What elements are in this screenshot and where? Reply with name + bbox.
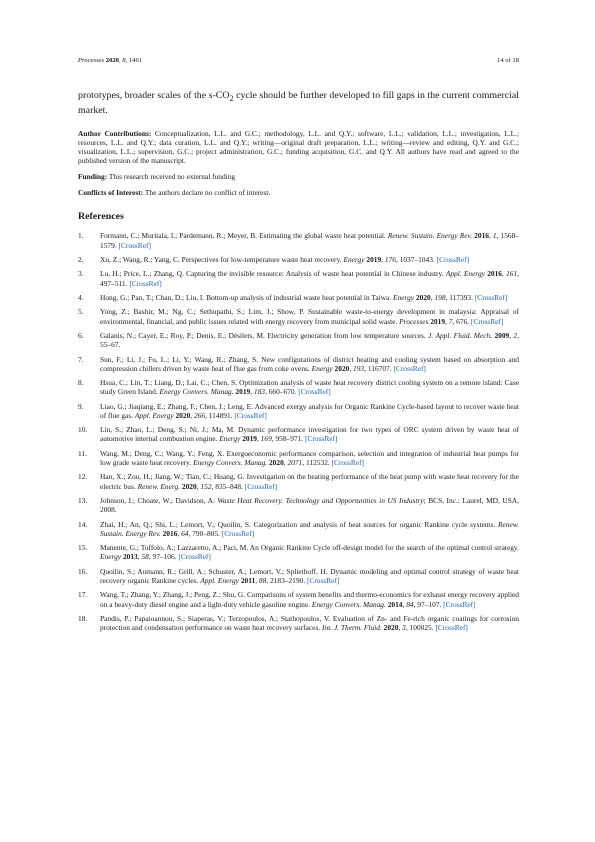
article-number: 1461: [128, 57, 143, 64]
reference-number: 8.: [78, 378, 84, 388]
conflicts-statement: [78, 188, 519, 197]
reference-pages: 1037–1043.: [399, 254, 435, 264]
reference-journal: Renew. Sustain. Energy Rev.: [100, 519, 519, 538]
reference-authors-title: Liao, G.; Jiaqiang, E.; Zhang, F.; Chen, J.; Leng, E. Advanced exergy analysis for Organic Rankine Cycle-based layout to recover waste heat of flue gas.: [100, 401, 519, 420]
reference-item: 2. Xu, Z.; Wang, R.; Yang, C. Perspectives for low-temperature waste heat recovery. Energy 2019, 176, 1037–1043. [CrossRef]: [78, 254, 470, 264]
reference-pages: 114891.: [208, 410, 233, 420]
reference-journal: Energy Convers. Manag.: [193, 458, 268, 468]
reference-number: 11.: [78, 448, 87, 458]
page-number: 14 of 18: [497, 57, 519, 64]
reference-journal: Energy: [219, 434, 241, 444]
reference-volume: 2: [513, 330, 518, 340]
reference-pages: 790–805.: [192, 528, 220, 538]
reference-pages: 100025.: [409, 623, 434, 633]
reference-pages: 2183–2190.: [269, 576, 306, 586]
reference-item: 14. Zhai, H.; An, Q.; Shi, L.; Lemort, V.; Quoilin, S. Categorization and analysis of heat sources for organic Rankine cycle systems. Renew. Sustain. Energy Rev. 2016, 64, 790–805. [CrossRef]: [78, 519, 519, 538]
reference-authors-title: Hong, G.; Pan, T.; Chan, D.; Liu, I. Bottom-up analysis of industrial waste heat potential in Taiwa.: [100, 292, 394, 302]
reference-year: 2020: [268, 458, 284, 468]
journal-year: 2020: [105, 57, 119, 64]
funding-statement: [78, 172, 519, 181]
reference-item: [78, 496, 519, 514]
crossref-link[interactable]: [CrossRef]: [234, 410, 267, 420]
references-heading: References: [78, 211, 124, 223]
reference-authors-title: Hsua, C.; Lin, T.; Liang, D.; Lai, C.; Chen, S. Optimization analysis of waste heat recovery district cooling system on a remote island: Case study Green Island.: [100, 378, 519, 397]
reference-pages: 676.: [456, 316, 470, 326]
journal-volume: 8: [122, 57, 126, 64]
lead-text-after: cycle should be further developed to fill gaps in the current commercial market.: [78, 90, 519, 117]
crossref-link[interactable]: [CrossRef]: [129, 278, 162, 288]
reference-journal: Int. J. Therm. Fluid.: [322, 623, 382, 633]
reference-journal: Energy: [311, 363, 333, 373]
lead-subscript: 2: [229, 93, 234, 103]
reference-list: [78, 231, 519, 632]
reference-item: 16. Quoilin, S.; Aumann, R.; Grill, A.; Schuster, A.; Lemort, V.; Spliethoff, H. Dynamic modeling and optimal control strategy of waste heat recovery organic Rankine cycles. Appl. Energy 2011, 88, 2183–2190. [CrossRef]: [78, 566, 519, 586]
reference-pages: 117393.: [449, 292, 473, 302]
author-contributions-text: Conceptualization, L.L. and G.C.; methodology, L.L. and Q.Y.; software, L.L.; validation, L.L.; investigation, L.L.; resources, L.L. and Q.Y.; data curation, L.L. and Q.Y.; writing—original draft preparation, L.L.; writing—review and editing, Q.Y. and G.C.; visualization, L.L.; supervision, G.C.; project administration, G.C.; funding acquisition, G.C. and Q.Y. All authors have read and agreed to the published version of the manuscript.: [78, 128, 519, 166]
crossref-link[interactable]: [CrossRef]: [470, 316, 504, 326]
reference-authors-title: Quoilin, S.; Aumann, R.; Grill, A.; Schuster, A.; Lemort, V.; Spliethoff, H. Dynamic modeling and optimal control strategy of waste heat recovery organic Rankine cycles.: [100, 566, 519, 586]
conflicts-label: Conflicts of Interest:: [78, 188, 144, 198]
reference-pages: 97–107.: [417, 599, 442, 609]
reference-journal: Appl. Energy: [445, 269, 485, 279]
reference-journal: Renew. Sustain. Energy Rev.: [387, 231, 473, 241]
reference-pages: 112532.: [305, 458, 330, 468]
reference-authors-title: Sun, F.; Li, J.; Fu, L.; Li, Y.; Wang, R.; Zhang, S. New configurations of district heating and cooling system based on absorption and compression chillers driven by waste heat of flue gas from coke ovens.: [100, 354, 519, 373]
crossref-link[interactable]: [CrossRef]: [118, 240, 151, 250]
page-header: [78, 57, 519, 65]
crossref-link[interactable]: [CrossRef]: [306, 576, 340, 586]
reference-journal: Energy: [343, 254, 365, 264]
reference-year: 2013: [122, 552, 138, 562]
reference-pages: 55–67.: [100, 340, 121, 350]
reference-number: 6.: [78, 330, 84, 340]
reference-year: 2019: [235, 387, 251, 397]
reference-pages: 1568–1579.: [100, 231, 519, 250]
reference-volume: 183: [253, 387, 265, 397]
reference-journal: Processes: [399, 316, 429, 326]
reference-item: 3. Lu, H.; Price, L.; Zhang, Q. Capturing the invisible resource: Analysis of waste heat potential in Chinese industry. Appl. Energy 2016, 161, 497–511. [CrossRef]: [78, 269, 520, 288]
reference-authors-title: Xu, Z.; Wang, R.; Yang, C. Perspectives for low-temperature waste heat recovery.: [100, 254, 344, 264]
reference-authors-title: Han, X.; Zou, H.; Jiang, W.; Tian, C.; Huang, G. Investigation on the heating performance of the heat pump with waste heat recovery for the electric bus.: [100, 472, 519, 491]
page-content: [78, 90, 519, 638]
crossref-link[interactable]: [CrossRef]: [474, 292, 508, 302]
crossref-link[interactable]: [CrossRef]: [331, 458, 364, 468]
reference-year: 2009: [494, 330, 510, 340]
reference-authors-title: Wang, T.; Zhang, Y.; Zhang, J.; Peng, Z.; Shu, G. Comparisons of system benefits and thermo-economics for exhaust energy recovery applied on a heavy-duty diesel engine and a light-duty vehicle gasoline engine.: [100, 590, 519, 609]
reference-number: 17.: [78, 590, 88, 600]
reference-authors-title: Pandis, P.; Papaioannou, S.; Siaperas, V.; Terzopoulos, A.; Stathopoulos, V. Evaluation of Zn- and Fe-rich organic coatings for corrosion protection and condensation performance on waste heat recovery surfaces.: [100, 614, 519, 633]
reference-year: 2019: [430, 316, 446, 326]
crossref-link[interactable]: [CrossRef]: [443, 599, 476, 609]
reference-year: 2020: [415, 292, 431, 302]
reference-item: 5. Yong, Z.; Bashir, M.; Ng, C.; Sethupathi, S.; Lim, J.; Show, P. Sustainable waste-to-energy development in malaysia: Appraisal of environmental, financial, and public issues related with energy recovery from municipal solid waste. Processes 2019, 7, 676. [CrossRef]: [78, 307, 519, 326]
reference-volume: 7: [448, 316, 453, 326]
journal-citation: Processes 2020, 8, 1461: [78, 57, 143, 64]
reference-item: 7. Sun, F.; Li, J.; Fu, L.; Li, Y.; Wang, R.; Zhang, S. New configurations of district heating and cooling system based on absorption and compression chillers driven by waste heat of flue gas from coke ovens. Energy 2020, 193, 116707. [CrossRef]: [78, 354, 519, 373]
reference-item: 17. Wang, T.; Zhang, Y.; Zhang, J.; Peng, Z.; Shu, G. Comparisons of system benefits and thermo-economics for exhaust energy recovery applied on a heavy-duty diesel engine and a light-duty vehicle gasoline engine. Energy Convers. Manag. 2014, 84, 97–107. [CrossRef]: [78, 590, 519, 609]
reference-number: 2.: [78, 254, 84, 264]
reference-year: 2020: [175, 410, 191, 420]
reference-item: 18. Pandis, P.; Papaioannou, S.; Siaperas, V.; Terzopoulos, A.; Stathopoulos, V. Evaluation of Zn- and Fe-rich organic coatings for corrosion protection and condensation performance on waste heat recovery surfaces. Int. J. Therm. Fluid. 2020, 3, 100025. [CrossRef]: [78, 614, 519, 633]
reference-number: 14.: [78, 519, 88, 529]
reference-authors-title: Zhai, H.; An, Q.; Shi, L.; Lemort, V.; Quoilin, S. Categorization and analysis of heat sources for organic Rankine cycle systems.: [100, 519, 498, 529]
reference-year: 2016: [162, 528, 178, 538]
reference-year: 2016: [474, 231, 489, 241]
reference-item: 8. Hsua, C.; Lin, T.; Liang, D.; Lai, C.; Chen, S. Optimization analysis of waste heat recovery district cooling system on a remote island: Case study Green Island. Energy Convers. Manag. 2019, 183, 660–670. [CrossRef]: [78, 378, 519, 397]
reference-authors-title: Manente, G.; Toffolo, A.; Lazzaretto, A.; Paci, M. An Organic Rankine Cycle off-design model for the search of the optimal control strategy.: [100, 543, 519, 553]
reference-pages: 497–511.: [100, 278, 128, 288]
reference-volume: 169: [260, 434, 272, 444]
reference-volume: 3: [402, 623, 406, 633]
reference-journal: Waste Heat Recovery. Technology and Opportunities in US Industry: [217, 496, 424, 506]
reference-journal: Renew. Energ.: [137, 481, 181, 491]
reference-pages: 660–670.: [268, 387, 297, 397]
reference-item: 6. Galanis, N.; Cayer, E.; Roy, P.; Denis, E.; Désilets, M. Electricity generation from low temperature sources. J. Appl. Fluid. Mech. 2009, 2, 55–67.: [78, 330, 519, 350]
funding-label: Funding:: [78, 172, 108, 182]
reference-item: 12. Han, X.; Zou, H.; Jiang, W.; Tian, C.; Huang, G. Investigation on the heating performance of the heat pump with waste heat recovery for the electric bus. Renew. Energ. 2020, 152, 835–848. [CrossRef]: [78, 472, 519, 491]
reference-number: 7.: [78, 354, 84, 364]
reference-journal: Appl. Energy: [134, 410, 174, 420]
reference-number: 15.: [78, 543, 88, 553]
reference-year: 2011: [240, 576, 256, 586]
reference-volume: 176: [384, 254, 396, 264]
reference-volume: 193: [353, 363, 365, 373]
reference-item: 1. Formann, C.; Muritala, I.; Pardemann, R.; Meyer, B. Estimating the global waste heat potential. Renew. Sustain. Energy Rev. 2016, 1, 1568–1579. [CrossRef]: [78, 231, 519, 250]
reference-journal: J. Appl. Fluid. Mech.: [428, 330, 493, 340]
crossref-link[interactable]: [CrossRef]: [305, 434, 338, 444]
funding-text: This research received no external funding: [108, 172, 236, 182]
reference-authors-title: Yong, Z.; Bashir, M.; Ng, C.; Sethupathi, S.; Lim, J.; Show, P. Sustainable waste-to-energy development in malaysia: Appraisal of environmental, financial, and public issues related with energy recovery from municipal solid waste.: [100, 307, 519, 326]
reference-volume: 266: [193, 410, 206, 420]
reference-journal: Energy Convers. Manag.: [311, 599, 386, 609]
crossref-link[interactable]: [CrossRef]: [435, 623, 468, 633]
reference-year: 2019: [242, 434, 257, 444]
crossref-link[interactable]: [CrossRef]: [298, 387, 331, 397]
reference-year: 2016: [487, 269, 502, 279]
reference-number: 12.: [78, 472, 88, 482]
reference-item: 4. Hong, G.; Pan, T.; Chan, D.; Liu, I. Bottom-up analysis of industrial waste heat potential in Taiwa. Energy 2020, 198, 117393. [CrossRef]: [78, 292, 508, 302]
conflicts-text: The authors declare no conflict of interest.: [144, 188, 271, 198]
reference-volume: 161: [506, 269, 518, 279]
reference-authors-title: Formann, C.; Muritala, I.; Pardemann, R.; Meyer, B. Estimating the global waste heat potential.: [100, 231, 388, 241]
reference-year: 2014: [387, 599, 403, 609]
reference-volume: 1: [492, 231, 497, 241]
reference-journal: Energy: [100, 552, 122, 562]
reference-volume: 88: [258, 576, 267, 586]
reference-authors-title: Galanis, N.; Cayer, E.; Roy, P.; Denis, E.; Désilets, M. Electricity generation from low temperature sources.: [100, 330, 429, 340]
crossref-link[interactable]: [CrossRef]: [244, 481, 278, 491]
reference-number: 18.: [78, 614, 88, 624]
reference-pages: 835–848.: [215, 481, 243, 491]
reference-number: 13.: [78, 496, 88, 506]
reference-journal: Appl. Energy: [200, 576, 239, 586]
reference-year: 2020: [181, 481, 197, 491]
reference-volume: 64: [181, 528, 189, 538]
reference-authors-title: Johnson, I.; Choate, W.; Davidson, A.: [100, 496, 218, 506]
reference-pages: 958–971.: [275, 434, 304, 444]
reference-item: 9. Liao, G.; Jiaqiang, E.; Zhang, F.; Chen, J.; Leng, E. Advanced exergy analysis for Organic Rankine Cycle-based layout to recover waste heat of flue gas. Appl. Energy 2020, 266, 114891. [CrossRef]: [78, 401, 519, 420]
reference-number: 10.: [78, 425, 88, 435]
reference-pages: 97–106.: [152, 552, 177, 562]
reference-item: 15. Manente, G.; Toffolo, A.; Lazzaretto, A.; Paci, M. An Organic Rankine Cycle off-design model for the search of the optimal control strategy. Energy 2013, 58, 97–106. [CrossRef]: [78, 543, 519, 562]
reference-pages: 116707.: [367, 363, 392, 373]
lead-paragraph: [78, 90, 519, 118]
reference-number: 4.: [78, 292, 84, 302]
reference-authors-title: Wang, M.; Deng, C.; Wang, Y.; Feng, X. Exergoeconomic performance comparison, selection and integration of industrial heat pumps for low grade waste heat recovery.: [100, 448, 519, 468]
crossref-link[interactable]: [CrossRef]: [221, 528, 255, 538]
reference-year: 2020: [334, 363, 350, 373]
reference-journal: Energy Convers. Manag.: [159, 387, 234, 397]
reference-volume: 152: [200, 481, 212, 491]
journal-name: Processes: [78, 57, 105, 64]
reference-journal: Energy: [393, 292, 415, 302]
reference-number: 3.: [78, 269, 84, 279]
reference-item: 11. Wang, M.; Deng, C.; Wang, Y.; Feng, X. Exergoeconomic performance comparison, selection and integration of industrial heat pumps for low grade waste heat recovery. Energy Convers. Manag. 2020, 2071, 112532. [CrossRef]: [78, 448, 519, 468]
reference-year: 2020: [383, 623, 399, 633]
reference-volume: 198: [434, 292, 446, 302]
author-contributions-label: Author Contributions:: [78, 128, 152, 138]
reference-authors-title: Lin, S.; Zhao, L.; Deng, S.; Ni, J.; Ma, M. Dynamic performance investigation for two types of ORC system driven by waste heat of automotive internal combustion engine.: [100, 425, 519, 444]
reference-number: 1.: [78, 231, 84, 241]
author-contributions: [78, 129, 519, 165]
reference-volume: 84: [406, 599, 414, 609]
reference-number: 9.: [78, 401, 84, 411]
crossref-link[interactable]: [CrossRef]: [178, 552, 211, 562]
reference-authors-title: Lu, H.; Price, L.; Zhang, Q. Capturing the invisible resource: Analysis of waste heat potential in Chinese industry.: [100, 269, 446, 279]
reference-volume: 2071: [287, 458, 303, 468]
crossref-link[interactable]: [CrossRef]: [393, 363, 426, 373]
reference-number: 16.: [78, 566, 88, 576]
reference-number: 5.: [78, 307, 84, 317]
reference-publisher: ; BCS, Inc.: Laurel, MD, USA, 2008.: [100, 496, 519, 515]
reference-year: 2019: [366, 254, 382, 264]
reference-item: 10. Lin, S.; Zhao, L.; Deng, S.; Ni, J.; Ma, M. Dynamic performance investigation for two types of ORC system driven by waste heat of automotive internal combustion engine. Energy 2019, 169, 958–971. [CrossRef]: [78, 425, 519, 444]
reference-volume: 58: [141, 552, 149, 562]
lead-text-before: prototypes, broader scales of the s-CO: [78, 90, 230, 101]
crossref-link[interactable]: [CrossRef]: [436, 254, 470, 264]
